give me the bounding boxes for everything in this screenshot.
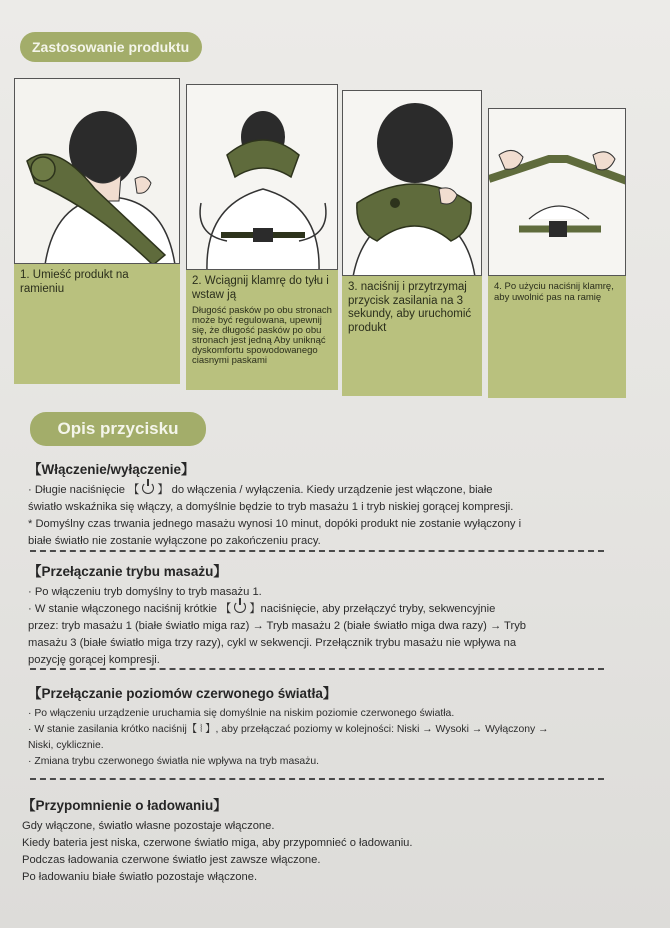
- buckle-insert-image: [187, 85, 338, 270]
- divider: [30, 550, 604, 552]
- mode-title: 【Przełączanie trybu masażu】: [28, 564, 227, 579]
- step-1-illustration: [14, 78, 180, 264]
- button-description-title: Opis przycisku: [30, 412, 206, 446]
- charging-line-1: Gdy włączone, światło własne pozostaje włączone.: [22, 820, 275, 832]
- step-3-illustration: [342, 90, 482, 276]
- mode-line-5: pozycję gorącej kompresji.: [28, 654, 160, 666]
- red-light-line-4: · Zmiana trybu czerwonego światła nie wpływa na tryb masażu.: [28, 756, 320, 767]
- power-line-4: białe światło nie zostanie wyłączone po zakończeniu pracy.: [28, 535, 321, 547]
- red-light-title: 【Przełączanie poziomów czerwonego światła】: [28, 686, 337, 701]
- power-line-2: światło wskaźnika się włączy, a domyślnie będzie to tryb masażu 1 i tryb niskiej gorącej kompresji.: [28, 501, 514, 513]
- step-1-caption: [14, 264, 180, 384]
- step-3: [342, 90, 482, 396]
- charging-line-3: Podczas ładowania czerwone światło jest zawsze włączone.: [22, 854, 321, 866]
- step-3-caption: [342, 276, 482, 396]
- power-line-3: * Domyślny czas trwania jednego masażu wynosi 10 minut, dopóki produkt nie zostanie wyłączony i: [28, 518, 522, 530]
- power-icon: [234, 601, 246, 613]
- power-line-1: · Długie naciśnięcie 【 】 do włączenia / wyłączenia. Kiedy urządzenie jest włączone, białe: [28, 484, 493, 496]
- step-2-title: 2. Wciągnij klamrę do tyłu i wstaw ją: [192, 275, 329, 301]
- step-4-caption: [488, 276, 626, 398]
- charging-section: [22, 794, 622, 886]
- charging-line-2: Kiedy bateria jest niska, czerwone światło miga, aby przypomnieć o ładowaniu.: [22, 837, 413, 849]
- usage-steps: [14, 72, 626, 400]
- red-light-line-1: · Po włączeniu urządzenie uruchamia się domyślnie na niskim poziomie czerwonego światła.: [28, 708, 455, 719]
- mode-line-3: przez: tryb masażu 1 (białe światło miga raz) → Tryb masażu 2 (białe światło miga dwa razy) → Tryb: [28, 620, 527, 632]
- buckle-release-image: [489, 109, 626, 276]
- mode-line-2: · W stanie włączonego naciśnij krótkie 【 】naciśnięcie, aby przełączyć tryby, sekwencyjnie: [28, 603, 496, 615]
- step-2: [186, 84, 338, 390]
- mode-line-1: · Po włączeniu tryb domyślny to tryb masażu 1.: [28, 586, 262, 598]
- divider: [30, 778, 604, 780]
- divider: [30, 668, 604, 670]
- step-2-caption: [186, 270, 338, 390]
- shoulder-placement-image: [15, 79, 180, 264]
- power-title: 【Włączenie/wyłączenie】: [28, 462, 195, 477]
- power-icon: [142, 482, 154, 494]
- step-2-note: Długość pasków po obu stronach może być regulowana, upewnij się, że długość pasków po obu stronach jest jedną Aby uniknąć dyskomfortu spowodowanego ciasnymi paskami: [192, 305, 332, 366]
- power-section: [28, 458, 628, 550]
- power-hold-image: [343, 91, 482, 276]
- charging-line-4: Po ładowaniu białe światło pozostaje włączone.: [22, 871, 258, 883]
- step-1: [14, 78, 180, 384]
- mode-line-4: masażu 3 (białe światło miga trzy razy), cykl w sekwencji. Przełącznik trybu masażu nie wpływa na: [28, 637, 517, 649]
- step-3-title: 3. naciśnij i przytrzymaj przycisk zasilania na 3 sekundy, aby uruchomić produkt: [348, 281, 472, 334]
- mode-section: [28, 560, 628, 669]
- red-light-line-2: · W stanie zasilania krótko naciśnij【 ⦚ 】, aby przełączać poziomy w kolejności: Niski → Wysoki → Wyłączony →: [28, 724, 549, 735]
- step-4-illustration: [488, 108, 626, 276]
- step-4: [488, 108, 626, 398]
- step-4-title: 4. Po użyciu naciśnij klamrę, aby uwolnić pas na ramię: [494, 281, 614, 304]
- step-1-title: 1. Umieść produkt na ramieniu: [20, 269, 129, 295]
- red-light-line-3: Niski, cyklicznie.: [28, 740, 104, 751]
- charging-title: 【Przypomnienie o ładowaniu】: [22, 798, 227, 813]
- usage-title: Zastosowanie produktu: [20, 32, 202, 62]
- step-2-illustration: [186, 84, 338, 270]
- red-light-section: [28, 682, 628, 770]
